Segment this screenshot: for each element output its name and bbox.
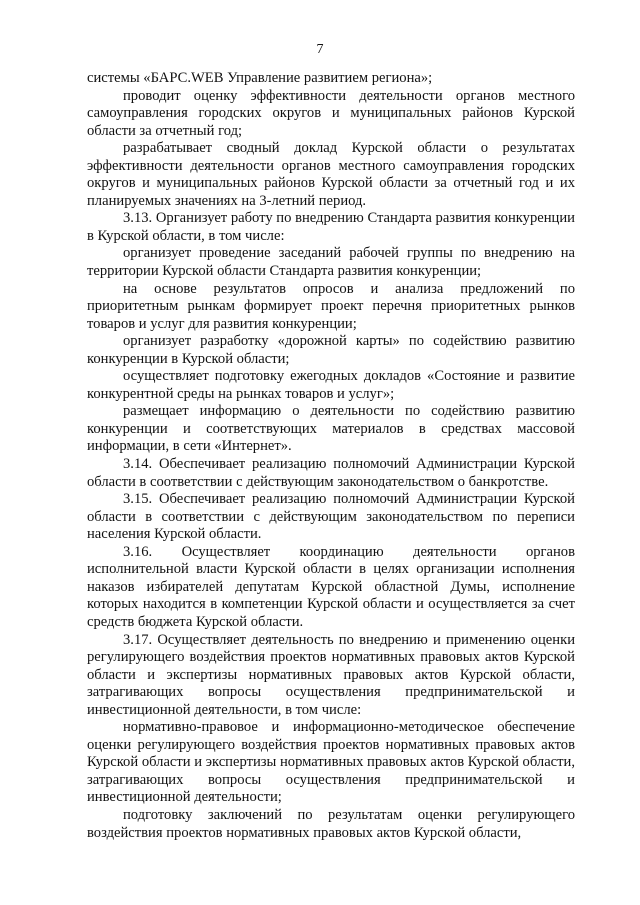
- paragraph-conclusions: подготовку заключений по результатам оценки регулирующего воздействия проектов нормативных правовых актов Курской области,: [87, 806, 575, 841]
- paragraph-media-info: размещает информацию о деятельности по содействию развитию конкуренции и соответствующих материалов в средствах массовой информации, в сети «Интернет».: [87, 403, 575, 455]
- paragraph-3-14: 3.14. Обеспечивает реализацию полномочий Администрации Курской области в соответствии с действующим законодательством о банкротстве.: [87, 456, 575, 490]
- document-body: [87, 70, 575, 842]
- paragraph-roadmap: организует разработку «дорожной карты» по содействию развитию конкуренции в Курской области;: [87, 333, 575, 367]
- paragraph-3-17: 3.17. Осуществляет деятельность по внедрению и применению оценки регулирующего воздействия проектов нормативных правовых актов Курской области и экспертизы нормативных правовых актов Курской области, затрагивающих вопросы осуществления предпринимательской и инвестиционной деятельности, в том числе:: [87, 631, 575, 718]
- paragraph-3-15: 3.15. Обеспечивает реализацию полномочий Администрации Курской области в соответствии с действующим законодательством по переписи населения Курской области.: [87, 491, 575, 543]
- paragraph-working-group: организует проведение заседаний рабочей группы по внедрению на территории Курской области Стандарта развития конкуренции;: [87, 245, 575, 280]
- paragraph-3-13: 3.13. Организует работу по внедрению Стандарта развития конкуренции в Курской области, в том числе:: [87, 210, 575, 244]
- paragraph-evaluation: проводит оценку эффективности деятельности органов местного самоуправления городских округов и муниципальных районов Курской области за отчетный год;: [87, 87, 575, 139]
- paragraph-methodical-support: нормативно-правовое и информационно-методическое обеспечение оценки регулирующего воздействия проектов нормативных правовых актов Курской области и экспертизы нормативных правовых актов Курской области, затрагивающих вопросы осуществления предпринимательской и инвестиционной деятельности;: [87, 719, 575, 806]
- paragraph-3-16: 3.16. Осуществляет координацию деятельности органов исполнительной власти Курской области в целях организации исполнения наказов избирателей депутатам Курской областной Думы, исполнение которых находится в компетенции Курской области и осуществляется за счет средств бюджета Курской области.: [87, 543, 575, 630]
- paragraph-summary-report: разрабатывает сводный доклад Курской области о результатах эффективности деятельности органов местного самоуправления городских округов и муниципальных районов Курской области за отчетный год и их планируемых значениях на 3-летний период.: [87, 140, 575, 209]
- page-number: 7: [316, 42, 324, 57]
- paragraph-annual-reports: осуществляет подготовку ежегодных докладов «Состояние и развитие конкурентной среды на рынках товаров и услуг»;: [87, 368, 575, 402]
- paragraph-continuation: системы «БАРС.WEB Управление развитием региона»;: [87, 70, 433, 86]
- paragraph-priority-markets: на основе результатов опросов и анализа предложений по приоритетным рынкам формирует проект перечня приоритетных рынков товаров и услуг для развития конкуренции;: [87, 280, 575, 332]
